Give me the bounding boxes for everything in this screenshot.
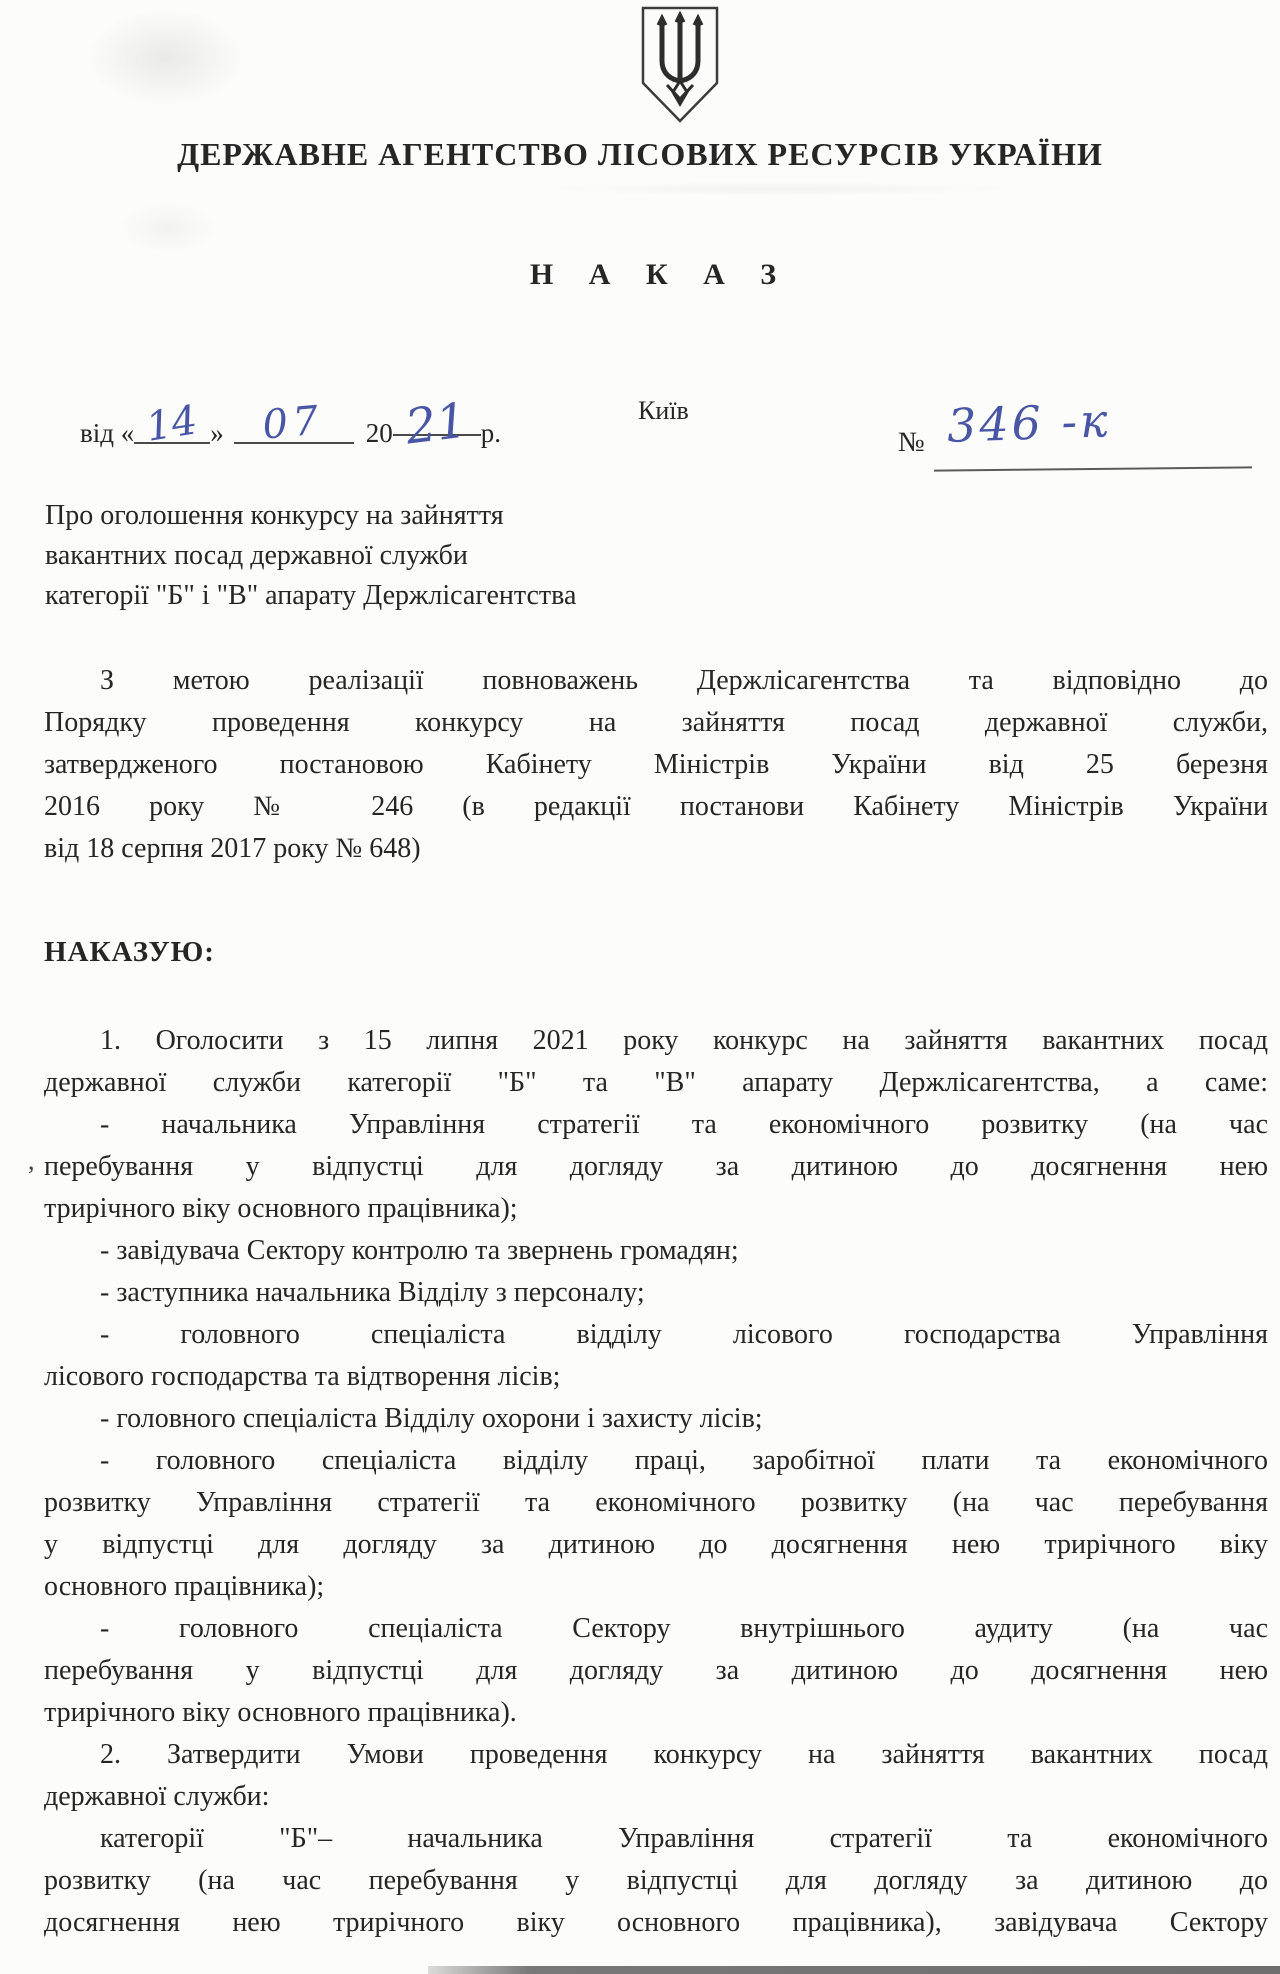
body-line: досягнення нею трирічного віку основного працівника), завідувача Сектору (44, 1907, 1268, 1938)
body-line: - головного спеціаліста Сектору внутрішнього аудиту (на час (100, 1613, 1268, 1644)
body-line: - начальника Управління стратегії та економічного розвитку (на час (100, 1109, 1268, 1140)
intro-line: від 18 серпня 2017 року № 648) (44, 833, 421, 864)
body-line: державної служби: (44, 1781, 270, 1812)
date-from-label: від « (80, 418, 135, 448)
body-line: - завідувача Сектору контролю та звернень громадян; (100, 1235, 739, 1266)
date-day-blank (134, 397, 210, 451)
body-line: розвитку (на час перебування у відпустці для догляду за дитиною до (44, 1865, 1268, 1896)
ukraine-trident-emblem-icon (634, 5, 726, 127)
date-line (80, 392, 501, 456)
body-line: трирічного віку основного працівника). (44, 1697, 517, 1728)
date-year-blank (393, 392, 481, 456)
agency-title: ДЕРЖАВНЕ АГЕНТСТВО ЛІСОВИХ РЕСУРСІВ УКРАЇНИ (177, 136, 1103, 172)
scan-smudge (86, 8, 246, 108)
intro-line: Порядку проведення конкурсу на зайняття посад державної служби, (44, 707, 1268, 738)
order-body (44, 1020, 1268, 1944)
number-label: № (898, 427, 925, 458)
scan-edge-artifact (428, 1966, 1280, 1974)
document-number-group (898, 393, 1112, 462)
body-line: лісового господарства та відтворення лісів; (44, 1361, 561, 1392)
scan-stray-mark: , (28, 1146, 35, 1175)
city-label: Київ (638, 396, 689, 425)
date-year-prefix: 20 (365, 418, 393, 448)
intro-paragraph (44, 660, 1268, 870)
intro-line: З метою реалізації повноважень Держлісагентства та відповідно до (100, 665, 1268, 696)
subject-line: Про оголошення конкурсу на зайняття (45, 500, 504, 531)
subject-line: категорії "Б" і "В" апарату Держлісагентства (45, 580, 577, 611)
body-line: державної служби категорії "Б" та "В" апарату Держлісагентства, а саме: (44, 1067, 1268, 1098)
handwritten-number: 346 -к (945, 393, 1112, 453)
body-line: - головного спеціаліста Відділу охорони і захисту лісів; (100, 1403, 763, 1434)
body-line: 1. Оголосити з 15 липня 2021 року конкурс на зайняття вакантних посад (100, 1025, 1268, 1056)
body-line: 2. Затвердити Умови проведення конкурсу на зайняття вакантних посад (100, 1739, 1268, 1770)
intro-line: затвердженого постановою Кабінету Міністрів України від 25 березня (44, 749, 1268, 780)
subject-line: вакантних посад державної служби (45, 540, 468, 571)
subject-block (45, 496, 576, 616)
body-line: основного працівника); (44, 1571, 325, 1602)
body-line: - заступника начальника Відділу з персоналу; (100, 1277, 645, 1308)
number-underline (934, 466, 1252, 471)
date-year-suffix: р. (480, 418, 501, 448)
document-type-heading: Н А К А З (529, 258, 791, 291)
body-line: трирічного віку основного працівника); (44, 1193, 518, 1224)
body-line: розвитку Управління стратегії та економічного розвитку (на час перебування (44, 1487, 1268, 1518)
order-heading: НАКАЗУЮ: (44, 936, 215, 968)
body-line: категорії "Б"– начальника Управління стратегії та економічного (100, 1823, 1268, 1854)
scan-smudge (540, 182, 1020, 196)
body-line: перебування у відпустці для догляду за дитиною до досягнення нею (44, 1655, 1268, 1686)
body-line: - головного спеціаліста відділу лісового господарства Управління (100, 1319, 1268, 1350)
intro-line: 2016 року № 246 (в редакції постанови Кабінету Міністрів України (44, 791, 1268, 822)
handwritten-year: 21 (402, 392, 471, 456)
body-line: - головного спеціаліста відділу праці, заробітної плати та економічного (100, 1445, 1268, 1476)
handwritten-month: 07 (260, 397, 326, 449)
date-month-blank (234, 397, 354, 449)
body-line: перебування у відпустці для догляду за дитиною до досягнення нею (44, 1151, 1268, 1182)
date-closing-quote: » (210, 418, 224, 448)
body-line: у відпустці для догляду за дитиною до досягнення нею трирічного віку (44, 1529, 1268, 1560)
scan-smudge (118, 200, 218, 255)
handwritten-day: 14 (142, 397, 201, 451)
